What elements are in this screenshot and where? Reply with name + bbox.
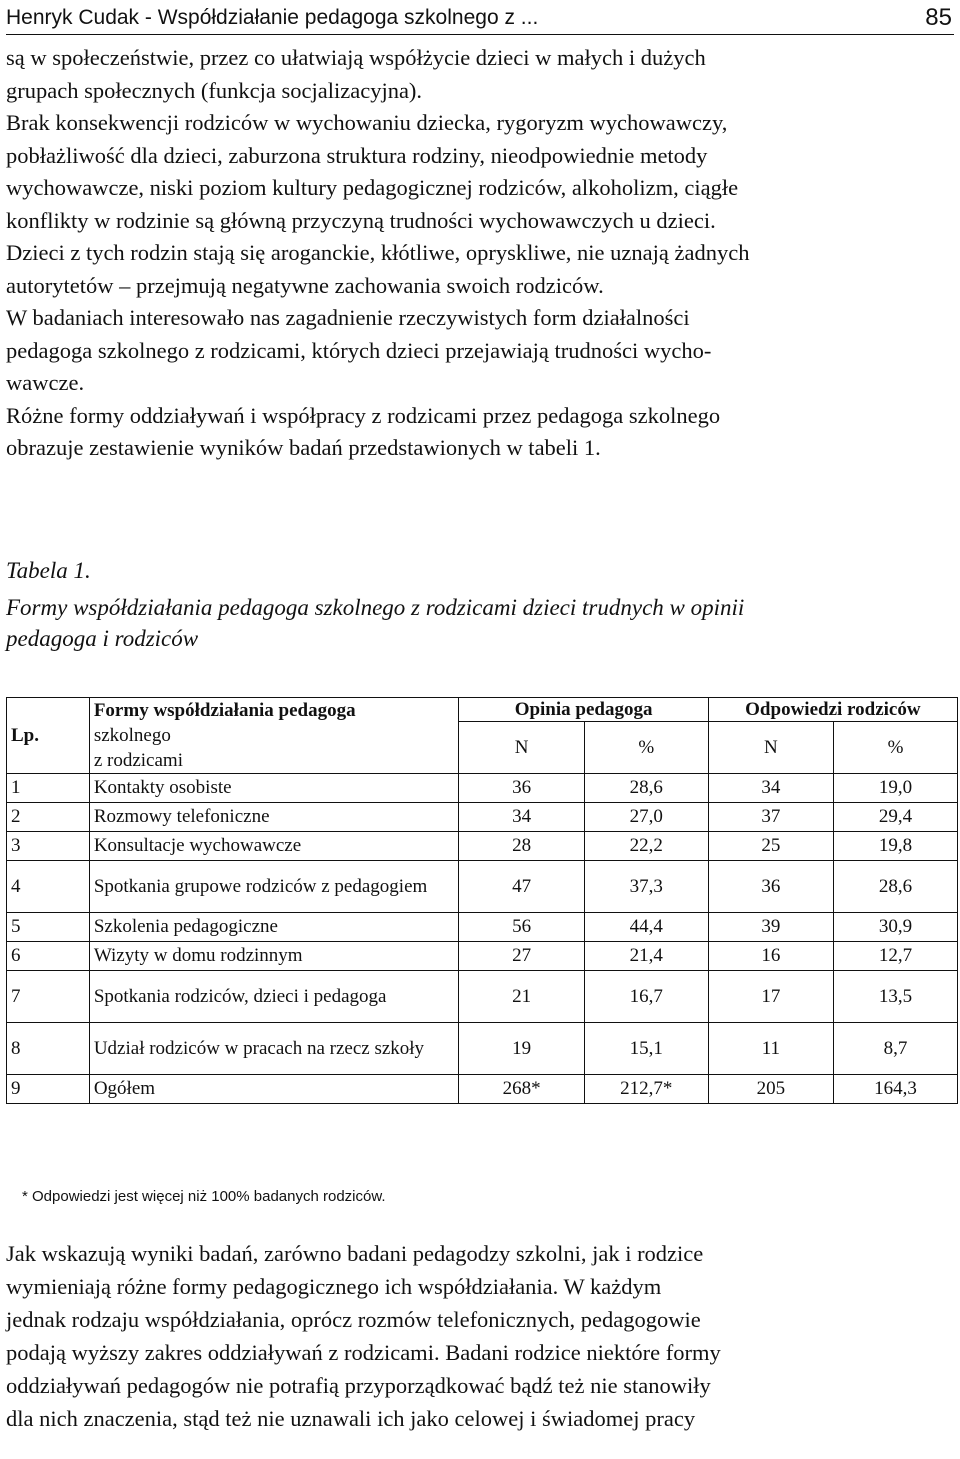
paragraph-continuation (6, 42, 956, 107)
table-row (7, 803, 958, 832)
running-header-title: Henryk Cudak - Współdziałanie pedagoga szkolnego z ... (6, 6, 539, 29)
row-n-pedagog: 36 (459, 774, 584, 803)
col-group-parents: Odpowiedzi rodziców (708, 698, 957, 722)
row-n-pedagog: 34 (459, 803, 584, 832)
col-header-n: N (708, 722, 833, 774)
table-title (6, 592, 956, 654)
row-n-parents: 37 (708, 803, 833, 832)
text-line: Brak konsekwencji rodziców w wychowaniu dziecka, rygoryzm wychowawczy, (6, 110, 728, 135)
row-n-pedagog: 19 (459, 1023, 584, 1075)
row-pct-parents: 8,7 (834, 1023, 958, 1075)
table-footnote: * Odpowiedzi jest więcej niż 100% badanych rodziców. (22, 1188, 386, 1205)
row-pct-pedagog: 44,4 (584, 913, 708, 942)
row-n-pedagog: 268* (459, 1075, 584, 1104)
table-row (7, 1023, 958, 1075)
row-pct-parents: 30,9 (834, 913, 958, 942)
row-n-pedagog: 47 (459, 861, 584, 913)
row-form: Kontakty osobiste (89, 774, 459, 803)
row-pct-pedagog: 28,6 (584, 774, 708, 803)
table-row (7, 1075, 958, 1104)
row-pct-parents: 12,7 (834, 942, 958, 971)
results-table (6, 697, 958, 1104)
col-header-pct: % (584, 722, 708, 774)
row-lp: 4 (7, 861, 90, 913)
row-n-parents: 205 (708, 1075, 833, 1104)
text-line: dla nich znaczenia, stąd też nie uznawali ich jako celowej i świadomej pracy (6, 1406, 696, 1431)
row-form: Ogółem (89, 1075, 459, 1104)
row-pct-parents: 29,4 (834, 803, 958, 832)
row-n-parents: 16 (708, 942, 833, 971)
row-form: Szkolenia pedagogiczne (89, 913, 459, 942)
closing-paragraph (6, 1237, 956, 1435)
row-n-parents: 36 (708, 861, 833, 913)
table-row (7, 832, 958, 861)
text-line: pobłażliwość dla dzieci, zaburzona struktura rodziny, nieodpowiednie metody (6, 142, 708, 168)
row-lp: 1 (7, 774, 90, 803)
row-pct-pedagog: 15,1 (584, 1023, 708, 1075)
col-header-lp: Lp. (7, 698, 90, 774)
row-pct-pedagog: 212,7* (584, 1075, 708, 1104)
table-row (7, 861, 958, 913)
text-line: wawcze. (6, 370, 85, 395)
col-header-n: N (459, 722, 584, 774)
row-pct-parents: 13,5 (834, 971, 958, 1023)
row-pct-parents: 28,6 (834, 861, 958, 913)
row-pct-pedagog: 16,7 (584, 971, 708, 1023)
text-line: W badaniach interesowało nas zagadnienie rzeczywistych form działalności (6, 305, 690, 330)
row-lp: 5 (7, 913, 90, 942)
table-title-line: pedagoga i rodziców (6, 626, 199, 651)
row-n-pedagog: 56 (459, 913, 584, 942)
row-form: Rozmowy telefoniczne (89, 803, 459, 832)
row-lp: 8 (7, 1023, 90, 1075)
row-n-parents: 17 (708, 971, 833, 1023)
text-line: wychowawcze, niski poziom kultury pedagogicznej rodziców, alkoholizm, ciągłe (6, 175, 739, 200)
col-header-pct: % (834, 722, 958, 774)
row-pct-parents: 19,8 (834, 832, 958, 861)
text-line: pedagoga szkolnego z rodzicami, których dzieci przejawiają trudności wycho- (6, 337, 712, 363)
row-form: Spotkania grupowe rodziców z pedagogiem (89, 861, 459, 913)
text-line: konflikty w rodzinie są główną przyczyną trudności wychowawczych u dzieci. (6, 207, 716, 233)
table-row (7, 971, 958, 1023)
table-row (7, 913, 958, 942)
row-n-parents: 34 (708, 774, 833, 803)
text-line: Różne formy oddziaływań i współpracy z rodzicami przez pedagoga szkolnego (6, 402, 721, 428)
row-form: Wizyty w domu rodzinnym (89, 942, 459, 971)
text-line: oddziaływań pedagogów nie potrafią przyporządkować bądź też nie stanowiły (6, 1373, 711, 1398)
row-pct-pedagog: 21,4 (584, 942, 708, 971)
table-row (7, 774, 958, 803)
row-n-pedagog: 28 (459, 832, 584, 861)
row-n-pedagog: 27 (459, 942, 584, 971)
text-line: Jak wskazują wyniki badań, zarówno badani pedagodzy szkolni, jak i rodzice (6, 1241, 704, 1266)
row-pct-parents: 164,3 (834, 1075, 958, 1104)
col-header-form-line: Formy współdziałania pedagoga (93, 700, 356, 721)
row-form: Udział rodziców w pracach na rzecz szkoły (89, 1023, 459, 1075)
row-n-parents: 11 (708, 1023, 833, 1075)
row-lp: 2 (7, 803, 90, 832)
col-header-form (89, 698, 459, 774)
col-header-form-line: z rodzicami (93, 750, 183, 771)
text-line: autorytetów – przejmują negatywne zachowania swoich rodziców. (6, 272, 604, 298)
row-form: Spotkania rodziców, dzieci i pedagoga (89, 971, 459, 1023)
row-n-parents: 25 (708, 832, 833, 861)
col-group-pedagog: Opinia pedagoga (459, 698, 708, 722)
row-lp: 9 (7, 1075, 90, 1104)
body-text (6, 107, 956, 465)
text-line: podają wyższy zakres oddziaływań z rodzicami. Badani rodzice niektóre formy (6, 1340, 721, 1365)
text-line: jednak rodzaju współdziałania, oprócz rozmów telefonicznych, pedagogowie (6, 1307, 701, 1332)
row-n-parents: 39 (708, 913, 833, 942)
text-line: grupach społecznych (funkcja socjalizacyjna). (6, 77, 423, 103)
page-number: 85 (925, 4, 952, 31)
row-lp: 3 (7, 832, 90, 861)
row-pct-pedagog: 22,2 (584, 832, 708, 861)
row-lp: 7 (7, 971, 90, 1023)
table-title-line: Formy współdziałania pedagoga szkolnego z rodzicami dzieci trudnych w opinii (6, 595, 745, 620)
row-n-pedagog: 21 (459, 971, 584, 1023)
row-pct-parents: 19,0 (834, 774, 958, 803)
row-form: Konsultacje wychowawcze (89, 832, 459, 861)
table-row (7, 942, 958, 971)
row-pct-pedagog: 27,0 (584, 803, 708, 832)
table-body (7, 774, 958, 1104)
text-line: wymieniają różne formy pedagogicznego ich współdziałania. W każdym (6, 1274, 662, 1299)
col-header-form-line: szkolnego (93, 725, 171, 746)
table-label: Tabela 1. (6, 558, 91, 583)
text-line: obrazuje zestawienie wyników badań przedstawionych w tabeli 1. (6, 435, 601, 460)
text-line: Dzieci z tych rodzin stają się aroganckie, kłótliwe, opryskliwe, nie uznają żadnych (6, 240, 750, 265)
row-pct-pedagog: 37,3 (584, 861, 708, 913)
text-line: są w społeczeństwie, przez co ułatwiają współżycie dzieci w małych i dużych (6, 45, 706, 70)
running-header (6, 4, 954, 35)
row-lp: 6 (7, 942, 90, 971)
